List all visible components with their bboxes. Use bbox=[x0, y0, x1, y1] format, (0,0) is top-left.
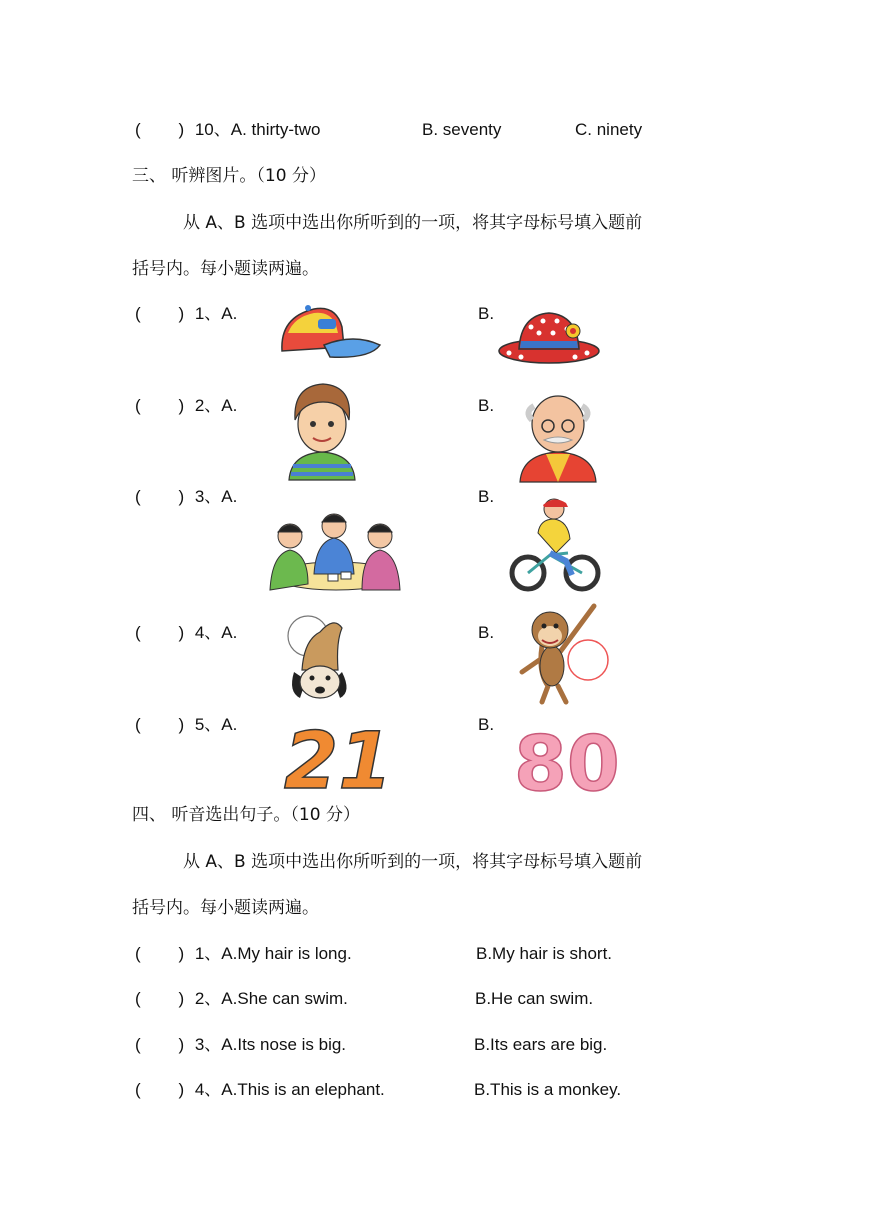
option-b-sentence: B.My hair is short. bbox=[476, 944, 613, 963]
section4-item-1 bbox=[135, 943, 352, 965]
item-number: 5、A. bbox=[194, 715, 238, 734]
q10-option-b: B. seventy bbox=[422, 120, 502, 139]
option-b-label: B. bbox=[478, 623, 495, 642]
section4-item-3 bbox=[135, 1034, 346, 1056]
section3-instructions-2: 括号内。每小题读两遍。 bbox=[132, 259, 319, 279]
q10-option-c: C. ninety bbox=[575, 120, 643, 139]
boy-image bbox=[283, 380, 361, 482]
answer-paren[interactable]: ( ) bbox=[135, 623, 185, 642]
option-b-label: B. bbox=[478, 304, 495, 323]
baseball-cap-image bbox=[274, 303, 384, 365]
boy-on-bike-image bbox=[510, 495, 600, 593]
option-b-label: B. bbox=[478, 396, 495, 415]
answer-paren[interactable]: ( ) bbox=[135, 1080, 185, 1099]
answer-paren[interactable]: ( ) bbox=[135, 396, 185, 415]
section4-instructions-1: 从 A、B 选项中选出你所听到的一项，将其字母标号填入题前 bbox=[183, 852, 643, 872]
q10-row bbox=[135, 119, 321, 141]
section3-heading: 三、 听辨图片。（10 分） bbox=[132, 166, 326, 186]
section3-instructions-1: 从 A、B 选项中选出你所听到的一项，将其字母标号填入题前 bbox=[183, 213, 643, 233]
number-21-text: 21 bbox=[284, 717, 393, 807]
sun-hat-image bbox=[497, 307, 602, 365]
dog-image bbox=[280, 610, 358, 705]
q10-option-a: 10、A. thirty-two bbox=[194, 120, 321, 139]
number-80-text: 80 bbox=[514, 719, 620, 808]
answer-paren[interactable]: ( ) bbox=[135, 487, 185, 506]
answer-paren[interactable]: ( ) bbox=[135, 715, 185, 734]
section4-item-2 bbox=[135, 988, 348, 1010]
answer-paren[interactable]: ( ) bbox=[135, 989, 185, 1008]
section3-item-4 bbox=[135, 622, 237, 644]
item-number: 4、A. bbox=[194, 623, 238, 642]
answer-paren[interactable]: ( ) bbox=[135, 120, 185, 139]
section4-instructions-2: 括号内。每小题读两遍。 bbox=[132, 898, 319, 918]
option-b-sentence: B.This is a monkey. bbox=[474, 1080, 622, 1099]
section3-item-2 bbox=[135, 395, 237, 417]
option-b-label: B. bbox=[478, 715, 495, 734]
kids-playing-cards-image bbox=[266, 504, 404, 592]
option-a-sentence: 3、A.Its nose is big. bbox=[194, 1035, 347, 1054]
item-number: 2、A. bbox=[194, 396, 238, 415]
section4-item-4 bbox=[135, 1079, 385, 1101]
option-b-label: B. bbox=[478, 487, 495, 506]
answer-paren[interactable]: ( ) bbox=[135, 304, 185, 323]
section3-item-5 bbox=[135, 714, 237, 736]
section3-item-3 bbox=[135, 486, 237, 508]
grandpa-image bbox=[512, 384, 604, 484]
number-80-image bbox=[514, 719, 620, 808]
answer-paren[interactable]: ( ) bbox=[135, 1035, 185, 1054]
section3-item-1 bbox=[135, 303, 237, 325]
number-21-image bbox=[282, 717, 393, 807]
monkey-image bbox=[512, 602, 612, 706]
option-b-sentence: B.Its ears are big. bbox=[474, 1035, 608, 1054]
section4-heading: 四、 听音选出句子。（10 分） bbox=[132, 805, 360, 825]
item-number: 3、A. bbox=[194, 487, 238, 506]
option-a-sentence: 1、A.My hair is long. bbox=[194, 944, 352, 963]
option-a-sentence: 2、A.She can swim. bbox=[194, 989, 348, 1008]
option-b-sentence: B.He can swim. bbox=[475, 989, 594, 1008]
option-a-sentence: 4、A.This is an elephant. bbox=[194, 1080, 385, 1099]
answer-paren[interactable]: ( ) bbox=[135, 944, 185, 963]
item-number: 1、A. bbox=[194, 304, 238, 323]
